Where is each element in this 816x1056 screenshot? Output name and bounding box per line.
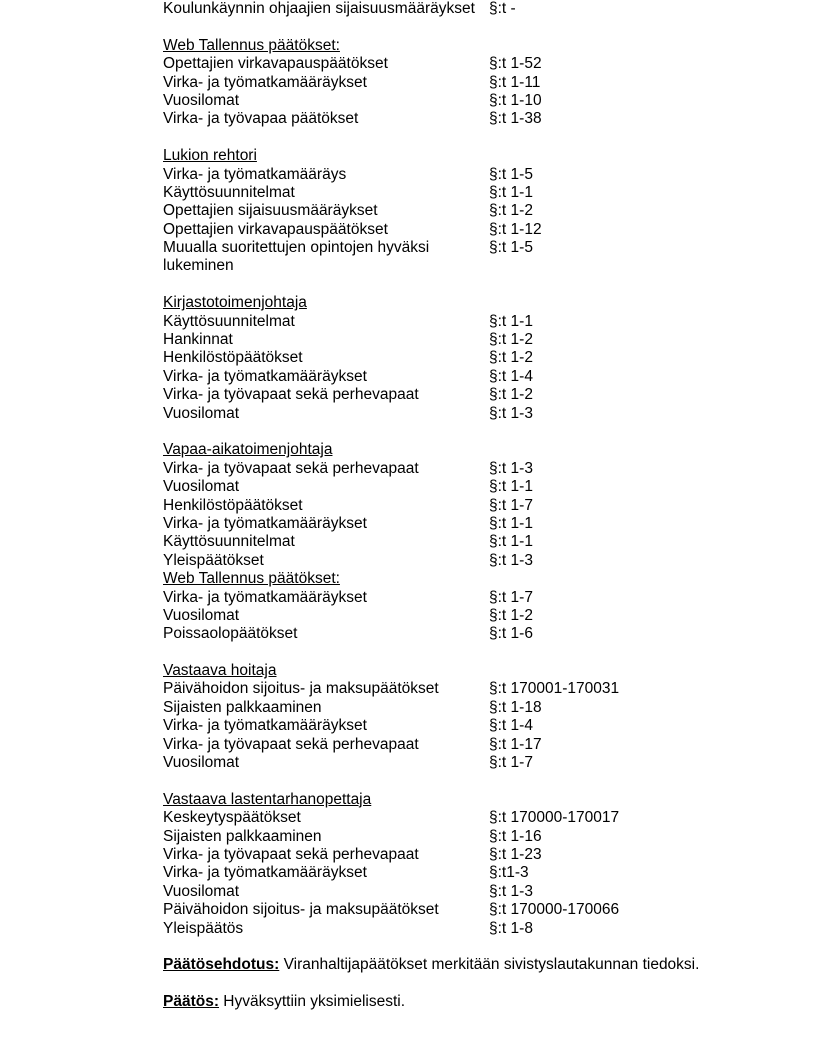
item-ref: §:t 1-11 xyxy=(489,73,541,91)
item-ref: §:t 1-2 xyxy=(489,606,533,624)
item-ref: §:t 1-7 xyxy=(489,588,533,606)
item-label: Vuosilomat xyxy=(163,606,240,624)
decision-text: Hyväksyttiin yksimielisesti. xyxy=(219,993,406,1011)
list-item xyxy=(163,607,783,625)
item-label: Henkilöstöpäätökset xyxy=(163,349,303,367)
item-label: Keskeytyspäätökset xyxy=(163,809,301,827)
item-ref: §:t 1-4 xyxy=(489,367,533,385)
list-item xyxy=(163,883,783,901)
item-label: Virka- ja työvapaat sekä perhevapaat xyxy=(163,459,419,477)
list-item xyxy=(163,809,783,827)
list-item xyxy=(163,349,783,367)
item-label: Virka- ja työvapaat sekä perhevapaat xyxy=(163,845,419,863)
list-item xyxy=(163,699,783,717)
item-label: Vuosilomat xyxy=(163,882,240,900)
list-item xyxy=(163,828,783,846)
item-label: Muualla suoritettujen opintojen hyväksi xyxy=(163,239,430,257)
item-ref: §:t 170001-170031 xyxy=(489,680,620,698)
item-label: Virka- ja työmatkamääräykset xyxy=(163,514,367,532)
item-label: Virka- ja työvapaa päätökset xyxy=(163,110,359,128)
proposal-label: Päätösehdotus: xyxy=(163,956,280,974)
item-ref: §:t 1-6 xyxy=(489,625,533,643)
item-label: Henkilöstöpäätökset xyxy=(163,496,303,514)
list-item xyxy=(163,460,783,478)
item-ref: §:t 1-2 xyxy=(489,202,533,220)
list-item xyxy=(163,313,783,331)
section-heading-row xyxy=(163,791,783,809)
item-ref: §:t 1-1 xyxy=(489,312,533,330)
item-label: lukeminen xyxy=(163,257,234,275)
item-ref: §:t 1-38 xyxy=(489,110,542,128)
item-ref: §:t 1-5 xyxy=(489,165,533,183)
blank-line xyxy=(163,18,783,36)
item-ref: §:t 1-3 xyxy=(489,551,533,569)
item-ref: §:t 1-10 xyxy=(489,91,542,109)
item-ref: §:t 1-12 xyxy=(489,220,542,238)
item-ref: §:t 1-3 xyxy=(489,459,533,477)
item-label: Hankinnat xyxy=(163,331,233,349)
item-ref: §:t1-3 xyxy=(489,864,529,882)
list-item xyxy=(163,680,783,698)
intro-row xyxy=(163,0,783,18)
item-label: Vuosilomat xyxy=(163,91,240,109)
list-item xyxy=(163,589,783,607)
blank-line xyxy=(163,129,783,147)
list-item xyxy=(163,497,783,515)
list-item xyxy=(163,552,783,570)
item-label: Virka- ja työmatkamääräykset xyxy=(163,717,367,735)
section-heading: Vastaava hoitaja xyxy=(163,662,277,680)
list-item xyxy=(163,717,783,735)
item-label: Käyttösuunnitelmat xyxy=(163,183,295,201)
list-item xyxy=(163,625,783,643)
item-label: Opettajien virkavapauspäätökset xyxy=(163,55,388,73)
proposal-row xyxy=(163,956,783,974)
item-ref: §:t 1-2 xyxy=(489,331,533,349)
item-ref: §:t 1-2 xyxy=(489,386,533,404)
item-label: Virka- ja työmatkamääräykset xyxy=(163,73,367,91)
item-label: Yleispäätös xyxy=(163,919,244,937)
section-heading: Kirjastotoimenjohtaja xyxy=(163,294,307,312)
item-label: Vuosilomat xyxy=(163,404,240,422)
list-item xyxy=(163,386,783,404)
section-heading-row xyxy=(163,37,783,55)
item-ref: §:t 1-1 xyxy=(489,478,533,496)
list-item xyxy=(163,110,783,128)
list-item xyxy=(163,846,783,864)
list-item xyxy=(163,368,783,386)
document-body xyxy=(163,0,783,1011)
item-ref: §:t 1-1 xyxy=(489,533,533,551)
item-ref: §:t 170000-170017 xyxy=(489,809,620,827)
section-heading: Web Tallennus päätökset: xyxy=(163,36,340,54)
item-label: Yleispäätökset xyxy=(163,551,264,569)
list-item xyxy=(163,331,783,349)
item-label: Opettajien virkavapauspäätökset xyxy=(163,220,388,238)
section-heading: Lukion rehtori xyxy=(163,147,257,165)
list-item xyxy=(163,184,783,202)
list-item xyxy=(163,92,783,110)
item-ref: §:t 1-7 xyxy=(489,754,533,772)
list-item xyxy=(163,864,783,882)
item-label: Opettajien sijaisuusmääräykset xyxy=(163,202,378,220)
item-label: Virka- ja työvapaat sekä perhevapaat xyxy=(163,735,419,753)
list-item xyxy=(163,239,783,257)
item-label: Virka- ja työmatkamääräykset xyxy=(163,864,367,882)
list-item xyxy=(163,74,783,92)
section-heading-row xyxy=(163,662,783,680)
item-ref: §:t 1-1 xyxy=(489,514,533,532)
item-ref: §:t 1-3 xyxy=(489,882,533,900)
section-heading: Vastaava lastentarhanopettaja xyxy=(163,790,372,808)
blank-line xyxy=(163,644,783,662)
list-item xyxy=(163,257,783,275)
item-label: Käyttösuunnitelmat xyxy=(163,312,295,330)
item-label: Virka- ja työvapaat sekä perhevapaat xyxy=(163,386,419,404)
blank-line xyxy=(163,423,783,441)
list-item xyxy=(163,202,783,220)
item-ref: §:t 1-5 xyxy=(489,239,533,257)
item-ref: §:t 1-23 xyxy=(489,845,542,863)
item-label: Sijaisten palkkaaminen xyxy=(163,827,322,845)
list-item xyxy=(163,736,783,754)
list-item xyxy=(163,920,783,938)
list-item xyxy=(163,901,783,919)
item-ref: §:t 1-17 xyxy=(489,735,542,753)
item-label: Vuosilomat xyxy=(163,478,240,496)
item-ref: §:t 1-1 xyxy=(489,183,533,201)
decision-label: Päätös: xyxy=(163,993,219,1011)
item-ref: §:t 1-2 xyxy=(489,349,533,367)
intro-ref: §:t - xyxy=(489,0,516,17)
section-heading-row xyxy=(163,147,783,165)
item-label: Virka- ja työmatkamääräys xyxy=(163,165,347,183)
list-item xyxy=(163,478,783,496)
item-label: Virka- ja työmatkamääräykset xyxy=(163,367,367,385)
list-item xyxy=(163,533,783,551)
item-ref: §:t 170000-170066 xyxy=(489,901,620,919)
item-label: Vuosilomat xyxy=(163,754,240,772)
item-label: Käyttösuunnitelmat xyxy=(163,533,295,551)
list-item xyxy=(163,55,783,73)
intro-label: Koulunkäynnin ohjaajien sijaisuusmääräykset xyxy=(163,0,475,17)
item-ref: §:t 1-7 xyxy=(489,496,533,514)
item-label: Päivähoidon sijoitus- ja maksupäätökset xyxy=(163,901,439,919)
item-ref: §:t 1-18 xyxy=(489,698,542,716)
list-item xyxy=(163,405,783,423)
item-ref: §:t 1-52 xyxy=(489,55,542,73)
section-heading-row xyxy=(163,570,783,588)
item-label: Sijaisten palkkaaminen xyxy=(163,698,322,716)
item-label: Poissaolopäätökset xyxy=(163,625,298,643)
item-ref: §:t 1-4 xyxy=(489,717,533,735)
section-heading-row xyxy=(163,441,783,459)
section-heading: Vapaa-aikatoimenjohtaja xyxy=(163,441,333,459)
section-heading: Web Tallennus päätökset: xyxy=(163,570,340,588)
sections xyxy=(163,37,783,957)
item-label: Virka- ja työmatkamääräykset xyxy=(163,588,367,606)
decision-row xyxy=(163,993,783,1011)
blank-line xyxy=(163,276,783,294)
blank-line xyxy=(163,938,783,956)
list-item xyxy=(163,221,783,239)
blank-line xyxy=(163,975,783,993)
list-item xyxy=(163,515,783,533)
list-item xyxy=(163,754,783,772)
item-ref: §:t 1-16 xyxy=(489,827,542,845)
list-item xyxy=(163,166,783,184)
blank-line xyxy=(163,772,783,790)
proposal-text: Viranhaltijapäätökset merkitään sivistyslautakunnan tiedoksi. xyxy=(279,956,700,974)
item-ref: §:t 1-3 xyxy=(489,404,533,422)
section-heading-row xyxy=(163,294,783,312)
item-label: Päivähoidon sijoitus- ja maksupäätökset xyxy=(163,680,439,698)
item-ref: §:t 1-8 xyxy=(489,919,533,937)
